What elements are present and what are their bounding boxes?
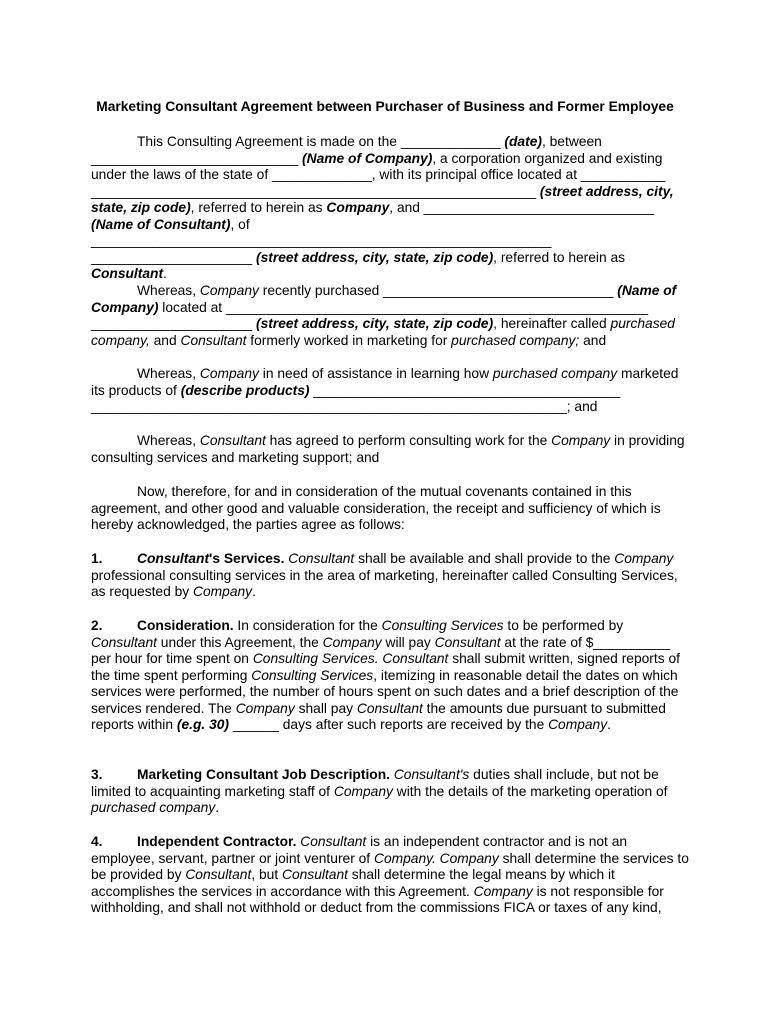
section-3-job-description: 3. Marketing Consultant Job Description. Consultant's duties shall include, but not be limited to acquainting marketing staff of Company with the details of the marketing operation of purchased company. (91, 767, 668, 815)
whereas-paragraph-3: Whereas, Consultant has agreed to perform consulting work for the Company in providing consulting services and marketing support; and (91, 433, 685, 465)
section-2-consideration: 2. Consideration. In consideration for the Consulting Services to be performed by Consultant under this Agreement, the Company will pay Consultant at the rate of $__________ per hour for time spent on Consulting Services. Consultant shall submit written, signed reports of the time spent performing Consulting Services, itemizing in reasonable detail the dates on which services were performed, the number of hours spent on such dates and a brief description of the services rendered. The Company shall pay Consultant the amounts due pursuant to submitted reports within (e.g. 30) ______ days after such reports are received by the Company. (91, 618, 680, 732)
section-1-consultants-services: 1. Consultant's Services. Consultant shall be available and shall provide to the Company professional consulting services in the area of marketing, hereinafter called Consulting Services, as requested by Company. (91, 551, 678, 599)
whereas-paragraph-2: Whereas, Company in need of assistance in learning how purchased company marketed its products of (describe products) ________________________________________ ______________________________________________________________; and (91, 366, 679, 414)
intro-paragraph: This Consulting Agreement is made on the _____________ (date), between ___________________________ (Name of Company), a corporation organized and existing under the laws of the state of _____________, with its principal office located at ___________ __________________________________________________________ (street address, city, state, zip code), referred to herein as Company, and ______________________________ (Name of Consultant), of ____________________________________________________________ _____________________ (street address, city, state, zip code), referred to herein as Consultant. (91, 134, 674, 281)
now-therefore-paragraph: Now, therefore, for and in consideration of the mutual covenants contained in this agreement, and other good and valuable consideration, the receipt and sufficiency of which is hereby acknowledged, the parties agree as follows: (91, 484, 661, 532)
whereas-paragraph-1: Whereas, Company recently purchased ______________________________ (Name of Company) located at _______________________________________________________ _____________________ (street address, city, state, zip code), hereinafter called purchased company, and Consultant formerly worked in marketing for purchased company; and (91, 283, 677, 348)
section-4-independent-contractor: 4. Independent Contractor. Consultant is an independent contractor and is not an employee, servant, partner or joint venturer of Company. Company shall determine the services to be provided by Consultant, but Consultant shall determine the legal means by which it accomplishes the services in accordance with this Agreement. Company is not responsible for withholding, and shall not withhold or deduct from the commissions FICA or taxes of any kind, (91, 834, 689, 915)
document-title: Marketing Consultant Agreement between Purchaser of Business and Former Employee (96, 99, 674, 114)
